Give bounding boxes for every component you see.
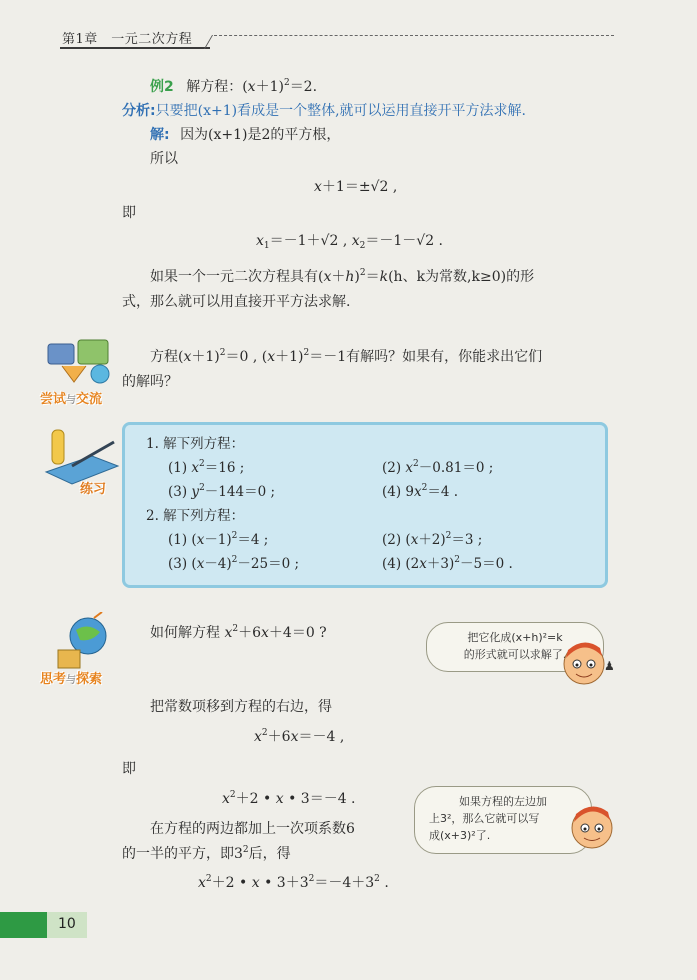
solution-line — [150, 124, 340, 144]
bubble1-line1: 把它化成(x+h)²=k — [467, 631, 563, 644]
bubble2-line2: 上3²，那么它就可以写 — [429, 812, 540, 825]
analysis-text: 只要把(x+1)看成是一个整体,就可以运用直接开平方法求解. — [155, 103, 526, 119]
exercise-q1: 1. 解下列方程： — [146, 436, 245, 452]
add-half-line2-a: 的一半的平方，即 — [122, 846, 234, 862]
example-label: 例2 — [150, 79, 174, 95]
ji-text-2: 即 — [122, 761, 136, 777]
suoyi-text: 所以 — [150, 151, 178, 167]
page-number: 10 — [58, 916, 76, 932]
think-badge-left: 思考 — [40, 672, 67, 687]
think-badge-label: 思考与探索 — [40, 672, 103, 687]
exercise-1-4: (4) $9x^2=4$ . — [382, 483, 459, 500]
exercise-1-1: (1) $x^2=16$ ; — [168, 459, 245, 476]
exercise-q2: 2. 解下列方程： — [146, 508, 245, 524]
exercise-badge-label: 练习 — [80, 482, 107, 497]
try-text-tail: 有解吗？如果有，你能求出它们 — [346, 349, 543, 365]
bubble1-line2: 的形式就可以求解了. — [463, 648, 567, 661]
header-dashed-rule — [214, 35, 614, 36]
exercise-2-4: (4) $(2x+3)^2-5=0$ . — [382, 555, 513, 572]
character-face-2-icon — [566, 800, 622, 860]
bubble2-line3: 成(x+3)²了. — [429, 829, 491, 842]
completed-square-equation: $x^2+2$ • x • $3+3^2=-4+3^2$ . — [198, 874, 389, 891]
add-half-line1: 在方程的两边都加上一次项系数6 — [150, 821, 355, 837]
analysis-label: 分析: — [122, 103, 156, 119]
analysis-line — [122, 100, 526, 120]
think-badge-right: 探索 — [76, 672, 103, 687]
character-face-1-icon — [560, 634, 618, 696]
exercise-1-2: (2) $x^2-0.81=0$ ; — [382, 459, 494, 476]
exercise-2-2: (2) $(x+2)^2=3$ ; — [382, 531, 483, 548]
expanded-equation: $x^2+2$ • x • 3＝－4 . — [222, 790, 356, 807]
add-half-line2-b: 后，得 — [248, 846, 291, 862]
think-question-prefix: 如何解方程 — [150, 625, 220, 641]
example-2-line — [150, 76, 317, 96]
example-equation: $(x+1)^2=2$. — [242, 78, 318, 95]
exercise-1-3: (3) $y^2-144=0$ ; — [168, 483, 275, 500]
chapter-header: 第1章 一元二次方程 — [62, 32, 193, 47]
paragraph1-tail: (h、k为常数,k≥0)的形 — [388, 269, 535, 285]
equation-sqrt2: x＋1＝±√2 , — [314, 179, 398, 195]
try-line2: 的解吗？ — [122, 374, 178, 390]
try-badge-left: 尝试 — [40, 392, 67, 407]
think-question: 如何解方程 $x^2+6x+4=0$ ? — [150, 624, 327, 641]
try-badge-label: 尝试与交流 — [40, 392, 103, 407]
solution-label: 解: — [150, 127, 170, 143]
paragraph1-text: 如果一个一元二次方程具有 — [150, 269, 318, 285]
exercise-2-3: (3) $(x-4)^2-25=0$ ; — [168, 555, 300, 572]
ji-text-1: 即 — [122, 205, 136, 221]
move-constant-text: 把常数项移到方程的右边，得 — [150, 699, 332, 715]
add-half-line2: 的一半的平方，即$3^2$后，得 — [122, 845, 291, 862]
header-underline — [60, 47, 210, 49]
example-problem: 解方程： — [186, 79, 243, 95]
try-badge-right: 交流 — [76, 392, 103, 407]
bubble2-line1: 如果方程的左边加 — [459, 795, 547, 808]
roots-equation: $x_1=-1+√2$ , $x_2=-1-√2$ . — [256, 233, 444, 251]
solution-text: 因为(x+1)是2的平方根， — [180, 127, 341, 143]
paragraph1-line2: 式，那么就可以用直接开平方法求解. — [122, 294, 351, 310]
header-slash — [204, 35, 223, 49]
moved-equation: $x^2+6x=-4$ , — [254, 728, 345, 745]
paragraph1-line1 — [150, 266, 534, 286]
svg-text:♟: ♟ — [604, 659, 615, 673]
form-equation: $(x+h)^2=k$ — [318, 268, 389, 285]
try-line1: 方程$(x+1)^2=0$ , $(x+1)^2=-1$有解吗？如果有，你能求出它们 — [150, 348, 543, 365]
exercise-2-1: (1) $(x-1)^2=4$ ; — [168, 531, 269, 548]
